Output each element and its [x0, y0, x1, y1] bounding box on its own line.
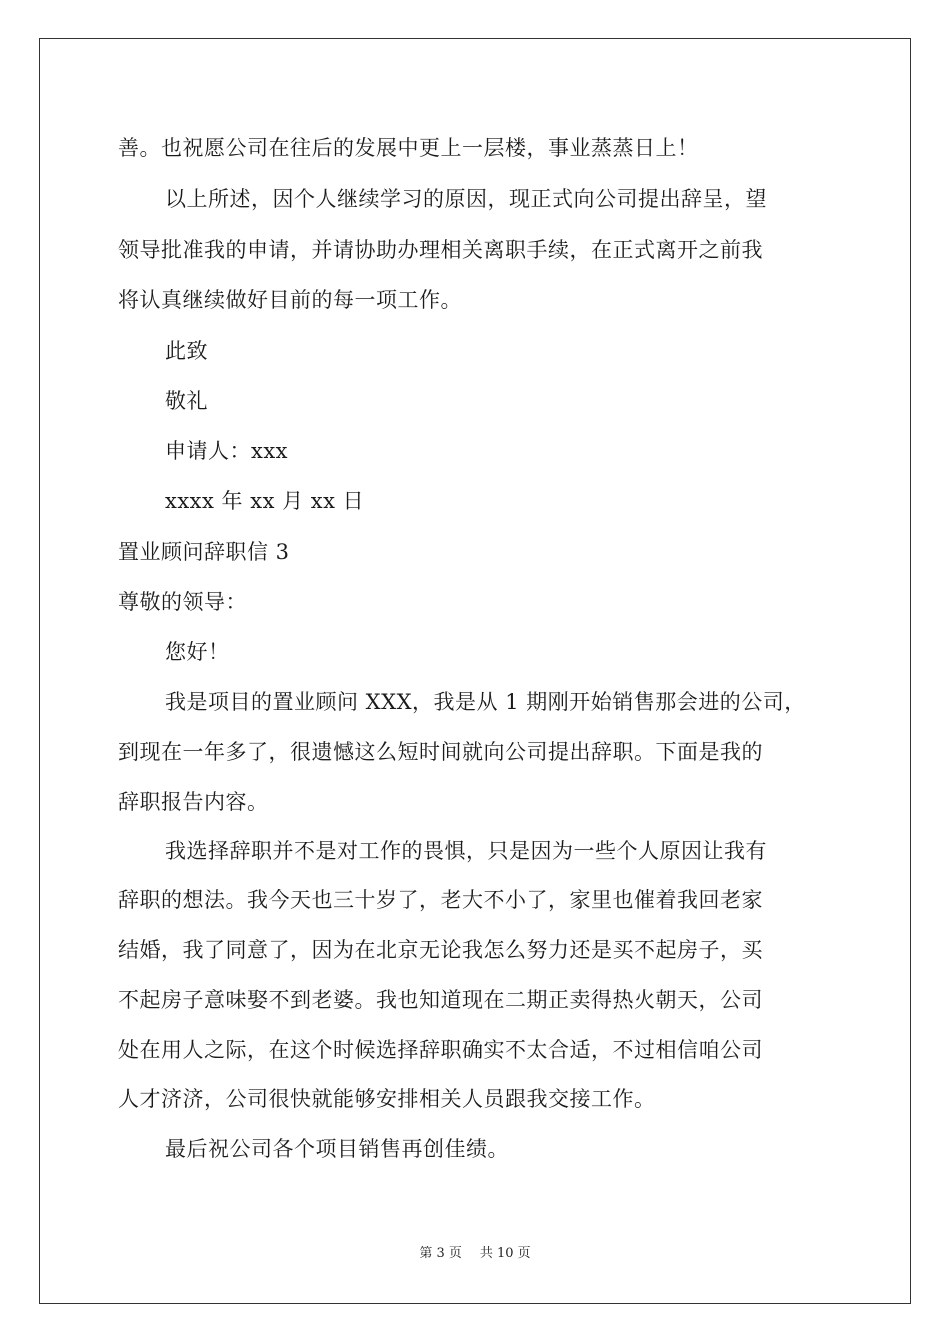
page-number-current: 第 3 页 — [419, 1246, 462, 1261]
body-line-20: 人才济济，公司很快就能够安排相关人员跟我交接工作。 — [118, 1087, 656, 1111]
body-line-19: 处在用人之际，在这个时候选择辞职确实不太合适，不过相信咱公司 — [118, 1038, 763, 1062]
body-line-16: 辞职的想法。我今天也三十岁了，老大不小了，家里也催着我回老家 — [118, 888, 763, 912]
body-line-4: 将认真继续做好目前的每一项工作。 — [118, 288, 462, 312]
body-line-14: 辞职报告内容。 — [118, 790, 269, 814]
page-footer — [0, 1246, 950, 1262]
closing-regards: 敬礼 — [165, 389, 208, 413]
closing-salutation: 此致 — [165, 339, 208, 363]
page-frame — [39, 38, 911, 1304]
body-line-2: 以上所述，因个人继续学习的原因，现正式向公司提出辞呈，望 — [165, 187, 767, 211]
date-line: xxxx 年 xx 月 xx 日 — [165, 489, 365, 513]
body-line-3: 领导批准我的申请，并请协助办理相关离职手续，在正式离开之前我 — [118, 238, 763, 262]
body-line-15: 我选择辞职并不是对工作的畏惧，只是因为一些个人原因让我有 — [165, 839, 767, 863]
body-line-18: 不起房子意味娶不到老婆。我也知道现在二期正卖得热火朝天，公司 — [118, 988, 763, 1012]
applicant-line: 申请人：xxx — [165, 439, 289, 463]
section-title: 置业顾问辞职信 3 — [118, 540, 290, 564]
page-number-total: 共 10 页 — [479, 1246, 531, 1261]
body-line-12: 我是项目的置业顾问 XXX，我是从 1 期刚开始销售那会进的公司， — [165, 690, 806, 714]
body-line-13: 到现在一年多了，很遗憾这么短时间就向公司提出辞职。下面是我的 — [118, 740, 763, 764]
body-line-1: 善。也祝愿公司在往后的发展中更上一层楼，事业蒸蒸日上！ — [118, 136, 699, 160]
hello-line: 您好！ — [165, 640, 230, 664]
body-line-21: 最后祝公司各个项目销售再创佳绩。 — [165, 1137, 509, 1161]
body-line-17: 结婚，我了同意了，因为在北京无论我怎么努力还是买不起房子，买 — [118, 938, 763, 962]
greeting-line: 尊敬的领导： — [118, 590, 247, 614]
